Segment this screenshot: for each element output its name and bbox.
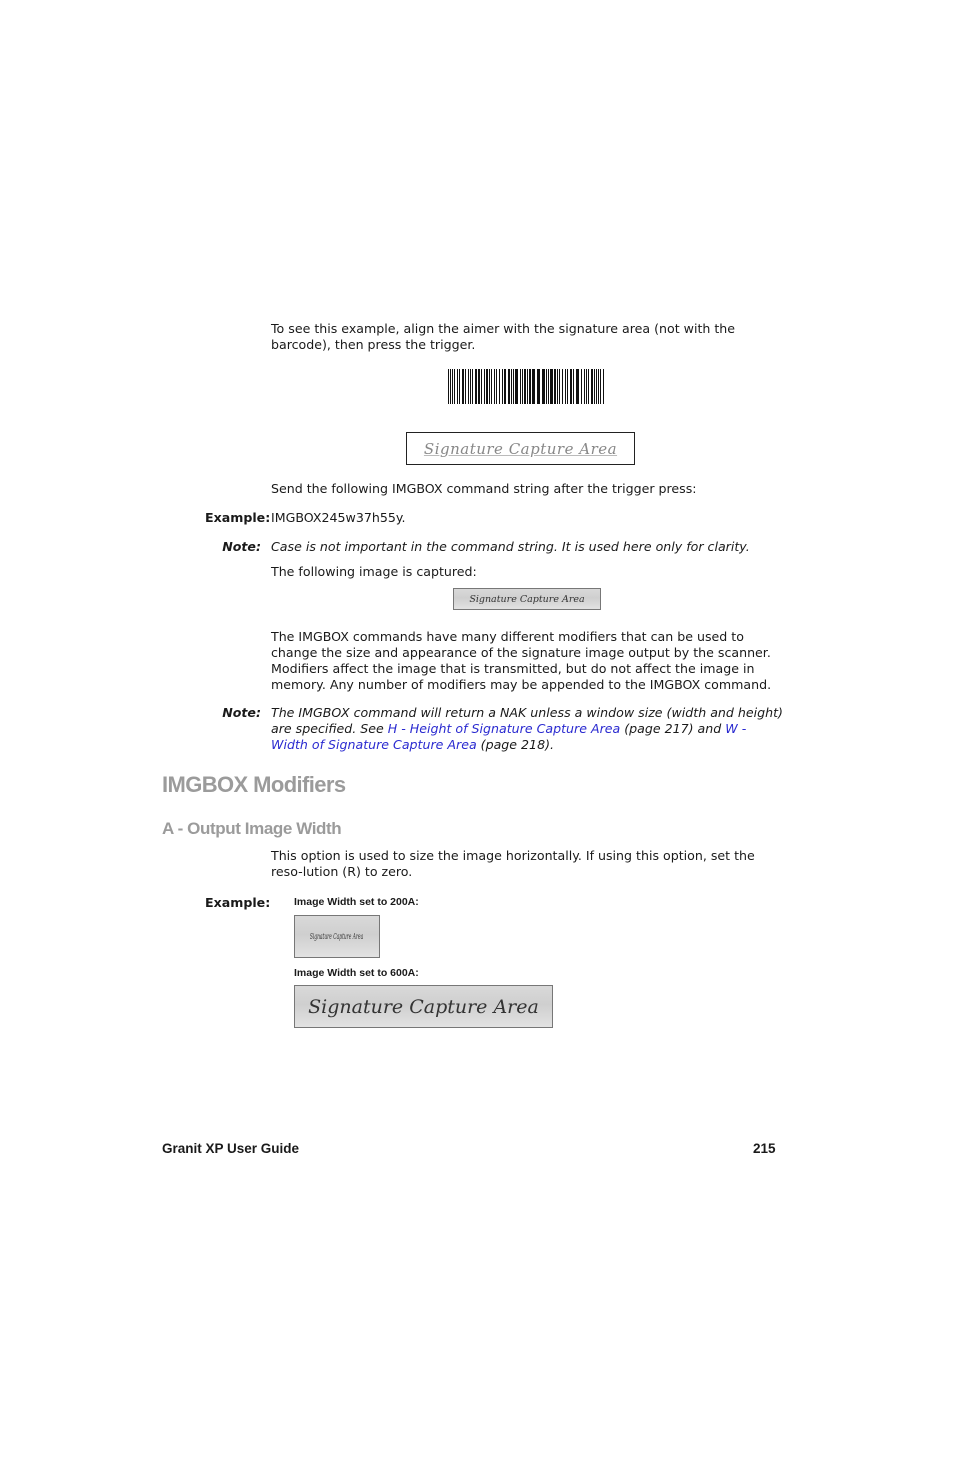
barcode-bar: [559, 369, 560, 404]
barcode-bar: [511, 369, 512, 404]
barcode-bar: [529, 369, 531, 404]
barcode-bar: [452, 369, 453, 404]
section-title: IMGBOX Modifiers: [162, 772, 346, 797]
barcode-bar: [542, 369, 545, 404]
barcode-bar: [504, 369, 506, 404]
barcode-bar: [459, 369, 460, 404]
modifiers-paragraph: The IMGBOX commands have many different modifiers that can be used to change the size and appearance of the signature image output by the scanner. Modifiers affect the image that is transmitted, but do not affect the image in memory. Any number of modifiers may be appended to the IMGBOX command.: [271, 629, 772, 692]
caption-200: Image Width set to 200A:: [294, 896, 419, 908]
barcode-bar: [567, 369, 568, 404]
note-text-part: The IMGBOX command will return a NAK unless a window size (width and height) are specified. See: [271, 705, 783, 736]
barcode-bar: [581, 369, 582, 404]
barcode-bar: [573, 369, 574, 404]
barcode-bar: [570, 369, 572, 404]
note-text-part: (page 217) and: [620, 721, 726, 736]
barcode-bar: [486, 369, 488, 404]
barcode-bar: [546, 369, 547, 404]
barcode-bar: [457, 369, 458, 404]
image-200-text: Signature Capture Area: [310, 932, 364, 941]
barcode-bar: [600, 369, 601, 404]
barcode-icon: [448, 369, 606, 404]
note-text: Case is not important in the command string. It is used here only for clarity.: [271, 539, 750, 554]
barcode-bar: [603, 369, 604, 404]
barcode-bar: [550, 369, 553, 404]
barcode-bar: [502, 369, 503, 404]
barcode-bar: [508, 369, 510, 404]
barcode-bar: [450, 369, 451, 404]
captured-image: [453, 588, 601, 610]
example-command: IMGBOX245w37h55y.: [271, 510, 406, 525]
subsection-title: A - Output Image Width: [162, 819, 342, 838]
note-label-2: Note:: [222, 705, 261, 720]
barcode-bar: [462, 369, 464, 404]
note-text-part: (page 218).: [476, 737, 554, 752]
barcode-bar: [448, 369, 449, 404]
option-description: This option is used to size the image horizontally. If using this option, set the reso-lution (R) to zero.: [271, 848, 755, 879]
barcode-bar: [513, 369, 514, 404]
barcode-bar: [515, 369, 518, 404]
barcode-bar: [557, 369, 558, 404]
barcode-bar: [594, 369, 595, 404]
barcode-bar: [520, 369, 521, 404]
barcode-bar: [499, 369, 500, 404]
barcode-bar: [475, 369, 477, 404]
barcode-bar: [565, 369, 566, 404]
barcode-bar: [586, 369, 587, 404]
footer-title: Granit XP User Guide: [162, 1141, 300, 1156]
image-width-200: [294, 915, 380, 958]
barcode-bar: [489, 369, 490, 404]
barcode-bar: [537, 369, 540, 404]
barcode-bar: [496, 369, 497, 404]
barcode-bar: [465, 369, 466, 404]
barcode-bar: [527, 369, 528, 404]
barcode-bar: [468, 369, 469, 404]
barcode-bar: [470, 369, 471, 404]
barcode-bar: [554, 369, 556, 404]
barcode-bar: [484, 369, 485, 404]
note-text-2: [271, 705, 786, 753]
barcode-bar: [548, 369, 549, 404]
image-width-600: [294, 985, 553, 1028]
barcode-bar: [598, 369, 599, 404]
note-label: Note:: [222, 539, 261, 554]
width-link[interactable]: W - Width of Signature Capture Area: [271, 721, 747, 752]
signature-capture-label: Signature Capture Area: [423, 439, 618, 458]
barcode-bar: [522, 369, 523, 404]
barcode-bar: [454, 369, 455, 404]
example-label-2: Example:: [205, 895, 271, 910]
caption-600: Image Width set to 600A:: [294, 967, 419, 979]
barcode-bar: [584, 369, 585, 404]
barcode-bar: [591, 369, 593, 404]
barcode-bar: [494, 369, 495, 404]
intro-paragraph: To see this example, align the aimer with the signature area (not with the barcode), then press the trigger.: [271, 321, 736, 352]
captured-image-text: Signature Capture Area: [469, 593, 585, 605]
page-number: 215: [753, 1141, 776, 1156]
send-instruction: Send the following IMGBOX command string after the trigger press:: [271, 481, 697, 496]
example-label: Example:: [205, 510, 271, 525]
signature-capture-area: [406, 432, 635, 465]
barcode-bar: [491, 369, 492, 404]
captured-text: The following image is captured:: [271, 564, 477, 579]
barcode-bar: [588, 369, 589, 404]
barcode-bar: [562, 369, 563, 404]
barcode-bar: [478, 369, 480, 404]
barcode-bar: [472, 369, 473, 404]
barcode-bar: [596, 369, 597, 404]
height-link[interactable]: H - Height of Signature Capture Area: [387, 721, 621, 736]
barcode-bar: [524, 369, 526, 404]
barcode-bar: [532, 369, 535, 404]
barcode-bar: [481, 369, 482, 404]
barcode-bar: [576, 369, 579, 404]
image-600-text: Signature Capture Area: [308, 995, 539, 1018]
